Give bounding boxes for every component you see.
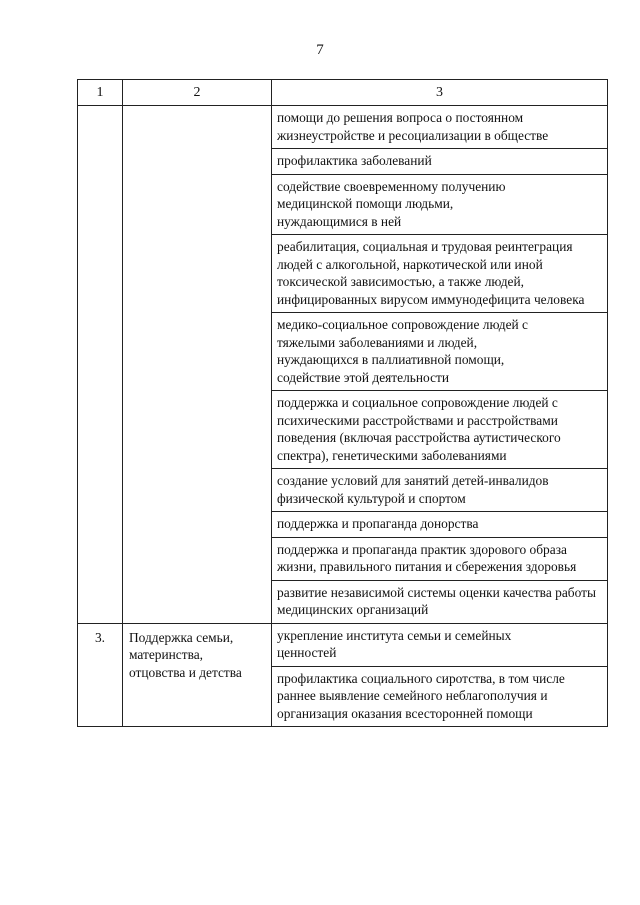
activity-item (272, 666, 608, 727)
activity-item (272, 391, 608, 469)
section-number-cell-empty (78, 106, 123, 624)
activity-text: поддержка и пропаганда практик здорового образа жизни, правильного питания и сбережения здоровья (277, 541, 577, 574)
activity-text: медико-социальное сопровождение людей с тяжелыми заболеваниями и людей, нуждающихся в паллиативной помощи, содействие этой деятельности (277, 317, 528, 385)
activity-item (272, 235, 608, 313)
activity-text: развитие независимой системы оценки качества работы медицинских организаций (277, 584, 596, 617)
activity-item (272, 106, 608, 149)
activity-item (272, 512, 608, 538)
activities-table (77, 79, 608, 727)
activity-text: профилактика заболеваний (277, 153, 432, 168)
activity-item (272, 537, 608, 580)
activity-item (272, 623, 608, 666)
column-header-1: 1 (78, 80, 123, 106)
activity-text: укрепление института семьи и семейных ценностей (277, 627, 512, 660)
page-number: 7 (316, 42, 324, 58)
activity-item (272, 174, 608, 235)
activity-text: поддержка и социальное сопровождение людей с психическими расстройствами и расстройствами поведения (включая расстройства аутистического спектра), генетическими заболеваниями (277, 395, 561, 463)
activity-text: помощи до решения вопроса о постоянном жизнеустройстве и ресоциализации в обществе (277, 110, 549, 143)
section-title-cell-empty (123, 106, 272, 624)
activity-text: создание условий для занятий детей-инвалидов физической культурой и спортом (277, 473, 549, 506)
section-number: 3. (78, 623, 123, 727)
column-header-3: 3 (272, 80, 608, 106)
column-header-2: 2 (123, 80, 272, 106)
activity-item (272, 149, 608, 175)
activity-text: содействие своевременному получению медицинской помощи людьми, нуждающимися в ней (277, 178, 506, 229)
activity-item (272, 580, 608, 623)
activity-text: профилактика социального сиротства, в том числе раннее выявление семейного неблагополучия и организация оказания всесторонней помощи (277, 670, 565, 721)
table-row (78, 623, 608, 666)
activity-item (272, 469, 608, 512)
activity-text: поддержка и пропаганда донорства (277, 516, 479, 531)
section-title: Поддержка семьи, материнства, отцовства и детства (123, 623, 272, 727)
table-row (78, 106, 608, 149)
table-header-row (78, 80, 608, 106)
activity-item (272, 313, 608, 391)
activity-text: реабилитация, социальная и трудовая реинтеграция людей с алкогольной, наркотической или иной токсической зависимостью, а также людей, инфицированных вирусом иммунодефицита человека (277, 239, 585, 307)
